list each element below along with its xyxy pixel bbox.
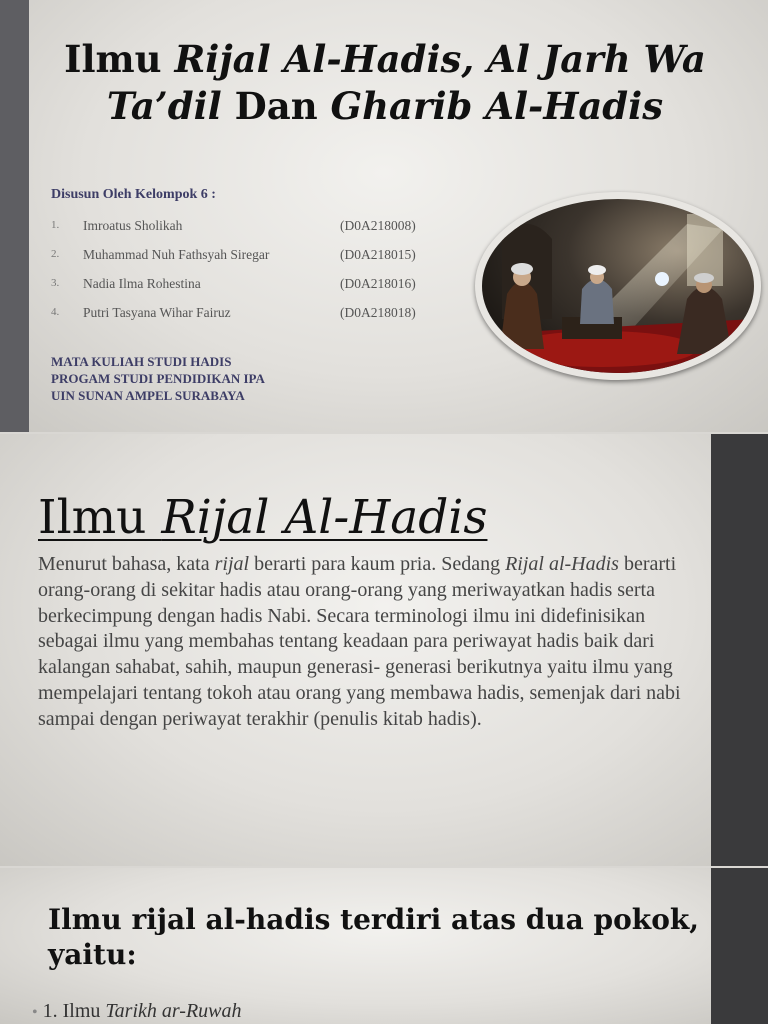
right-accent-bar <box>711 434 768 866</box>
bullet: • <box>32 1004 38 1021</box>
slide-rijal-parts <box>0 868 768 1024</box>
slide-rijal-hadis <box>0 434 768 866</box>
scholars-photo <box>475 192 761 380</box>
slide-heading: Ilmu rijal al-hadis terdiri atas dua pokok, yaitu: <box>48 903 700 971</box>
scholars-image <box>482 199 754 373</box>
course-info: MATA KULIAH STUDI HADIS PROGAM STUDI PENDIDIKAN IPA UIN SUNAN AMPEL SURABAYA <box>51 354 265 403</box>
left-accent-bar <box>0 0 29 432</box>
page-title: Ilmu Rijal Al-Hadis, Al Jarh Wa Ta’dil Dan Gharib Al-Hadis <box>64 37 706 128</box>
slide-title: Ilmu Rijal Al-Hadis, Al Jarh Wa Ta’dil Dan Gharib Al-Hadis Disusun Oleh Kelompok 6 : 1. Imroatus Sholikah (D0A218008) 2. Muhammad Nuh Fathsyah Siregar (D0A218015) 3. Nadia Ilma Rohestina (D0A218016) 4. Putri Tasyana Wihar Fairuz (D0A218018) MATA KULIAH STUDI HADIS PROGAM STUDI PENDIDIKAN IPA UIN SUNAN AMPEL SURABAYA <box>0 0 768 432</box>
list-item: • 1. Ilmu Tarikh ar-Ruwah <box>32 1000 242 1022</box>
slide-heading: Ilmu Rijal Al-Hadis <box>38 490 488 545</box>
slide-body-text: Menurut bahasa, kata rijal berarti para kaum pria. Sedang Rijal al-Hadis berarti orang-orang di sekitar hadis atau orang-orang yang meriwayatkan hadis serta berkecimpung dengan hadis Nabi. Secara terminologi ilmu ini didefinisikan sebagai ilmu yang membahas tentang keadaan para periwayat hadis baik dari kalangan sahabat, sahih, maupun generasi- generasi berikutnya yaitu ilmu yang mempelajari tentang tokoh atau orang yang membawa hadis, semenjak dari nabi sampai dengan periwayat terakhir (penulis kitab hadis). <box>38 553 681 730</box>
authors-heading: Disusun Oleh Kelompok 6 : <box>51 187 216 202</box>
